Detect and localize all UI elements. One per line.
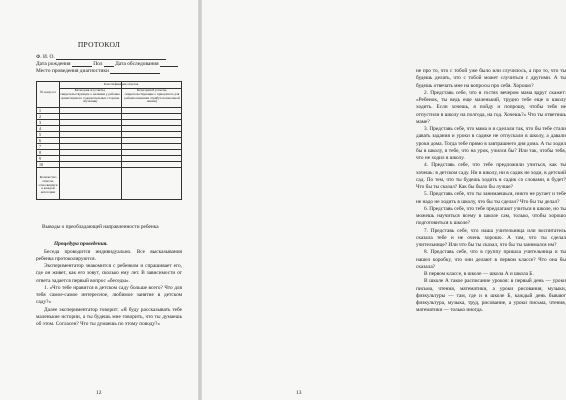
row-number: 8 xyxy=(39,149,41,155)
question-number-header: № вопроса xyxy=(40,90,56,94)
place-field xyxy=(36,68,160,74)
name-blank xyxy=(56,59,166,60)
page-number-left: 12 xyxy=(96,390,102,396)
birth-date-label: Дата рождения xyxy=(36,61,71,67)
paragraph: В первом классе, в школе — школа А и школа Б. xyxy=(424,271,534,277)
row-number: 10 xyxy=(39,161,43,167)
classification-header: Классификация ответов xyxy=(103,82,139,86)
exam-date-label: Дата обследования xyxy=(115,61,159,67)
paragraph: Экспериментатор знакомится с ребенком и спрашивает его, где он живет, как его зовут, сколько ему лет. В зависимости от ответа задается первый вопрос «беседы». xyxy=(36,263,182,284)
paragraph: 8. Представь себе, что в группу пришла учительница и ты нашел коробку, что они делают в первом классе? Что она бы сказала? xyxy=(416,249,566,270)
paragraph: 3. Представь себе, что мама и я сделали так, что бы тебе стали давать задания и уроки в садике не отпускали в школу, а давали уроки дома. Тогда тебе прямо в завтрашнего дня дома. А ты ходил бы в школу, я тебе, что на урок, учился бы? Или так, чтобы тебя, что не ходил в школу. xyxy=(416,126,566,161)
row-number: 4 xyxy=(39,125,41,131)
protocol-title: ПРОТОКОЛ xyxy=(77,40,121,49)
total-label: Количество ответов, относящихся к каждой категории xyxy=(38,175,58,195)
left-page xyxy=(0,0,198,400)
paragraph: Беседа проводится индивидуально. Все высказывания ребенка протоколируются. xyxy=(36,248,182,262)
paragraph: 5. Представь себе, что ты занимаешься, никто не ругает и тебе не надо не ходить в школу, что бы ты сделал? Что бы ты делал? xyxy=(416,191,566,205)
birth-date-field xyxy=(36,61,178,67)
place-label: Место проведения диагностики xyxy=(36,68,109,74)
paragraph: 6. Представь себе, что тебе предлагают учиться в школе, но ты можешь научиться всему в школе сам, только, чтобы хорошо подготовиться к школе? xyxy=(416,205,566,227)
row-number: 5 xyxy=(39,131,41,137)
row-number: 1 xyxy=(39,107,41,113)
category-b-header: Категория Б (ответы, свидетельствующие о приоритете для ребенка внешних атрибутов школьной жизни) xyxy=(124,88,180,104)
row-number: 6 xyxy=(39,137,41,143)
exam-date-blank xyxy=(160,66,178,67)
paragraph: 2. Представь себе, что в гостях вечером мама вдруг скажет: «Ребенок, ты ведь еще маленький, трудно тебе еще в школу ходить. Если хочешь, я пойду и попрошу, чтобы тебя не отпустили в школу на полгода, на год. Хочешь?» Что ты ответишь маме? xyxy=(416,89,566,125)
section-heading: Процедура проведения. xyxy=(54,241,108,248)
paragraph: не про то, что с тобой уже было или случилось, а про то, что ты будешь делать, что с тобой может случиться с другими. А ты будешь отвечать мне на вопросы про себя. Хорошо? xyxy=(416,68,566,89)
sex-label: Пол xyxy=(93,61,103,67)
row-number: 7 xyxy=(39,143,41,149)
right-page xyxy=(202,0,566,400)
row-number: 3 xyxy=(39,119,41,125)
paragraph: 1. «Что тебе нравится в детском саду больше всего? Что для тебя самое-самое интересное, любимое занятие в детском саду?» xyxy=(36,284,182,306)
paragraph: Далее экспериментатор говорит: «Я буду рассказывать тебе маленькие истории, а ты будешь мне говорить, что ты думаешь об этом. Согласен? Что ты думаешь по этому поводу?» xyxy=(36,306,182,327)
paragraph: 4. Представь себе, что тебе предложили учиться, как ты хочешь: в детском саду. Ни в школу, ни в садик не ходи, в детский сад. По тем, что ты будешь ходить в садик со словами, в будет? Что бы ты сказал? Как бы было бы лучше? xyxy=(416,162,566,190)
name-field xyxy=(36,54,166,60)
row-number: 9 xyxy=(39,155,41,161)
left-page-text xyxy=(36,224,182,328)
conclusion-line: Выводы о преобладающей направленности ребенка xyxy=(42,224,159,230)
category-a-header: Категория А (ответы, свидетельствующие о наличии у ребенка ориентации на содержательные стороны обучения) xyxy=(60,88,120,104)
paragraph: В школе А такое расписание уроков: в первый день — уроки письма, чтения, математики, а уроки рисования, музыки, физкультуры — там, где и в школе Б, каждый день бывают физкультура, музыка, труд, рисование, а уроки письма, чтения, математики — только иногда. xyxy=(416,278,566,314)
row-number: 2 xyxy=(39,113,41,119)
page-number-right: 13 xyxy=(296,390,302,396)
sex-blank xyxy=(104,66,114,67)
right-page-text xyxy=(416,68,566,315)
paragraph: 7. Представь себе, что наша учительница или воспитатель сказала тебе и не очень хорошо. А там, что ты сделал учительнице? Или что бы ты сказал, что бы ты занимался им? xyxy=(416,227,566,248)
protocol-table xyxy=(36,81,182,200)
place-blank xyxy=(110,73,160,74)
name-label: Ф. И. О. xyxy=(36,54,55,60)
birth-date-blank xyxy=(72,66,92,67)
